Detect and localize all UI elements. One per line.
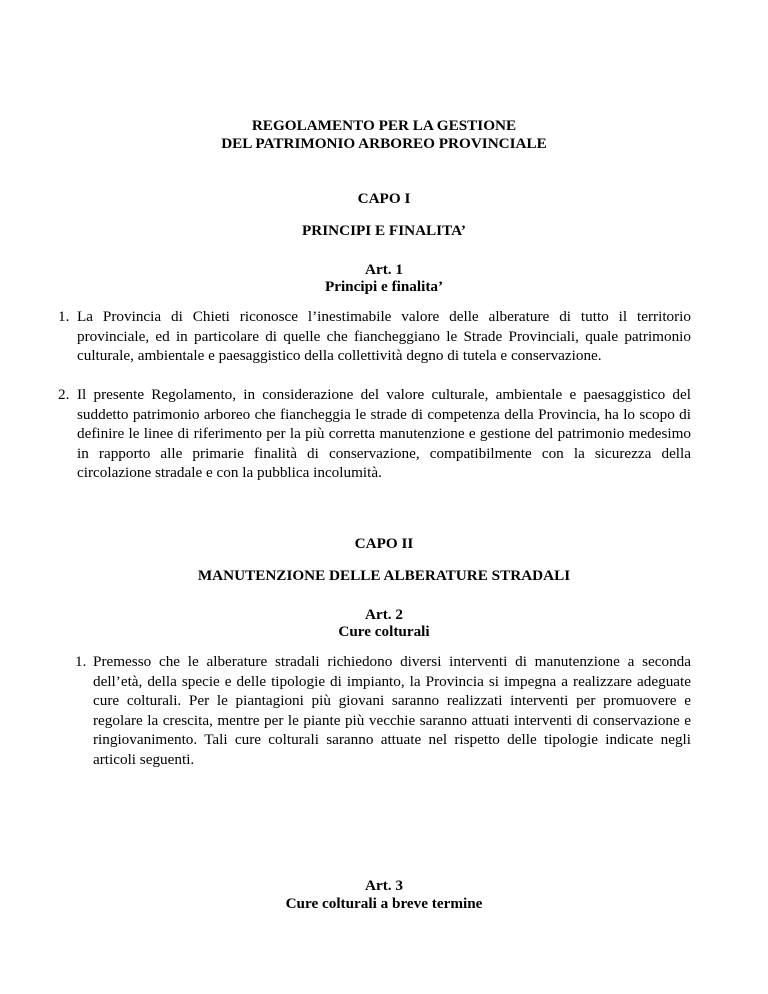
paragraph-number: 1.	[58, 308, 70, 325]
article-2-heading: Art. 2	[365, 606, 403, 623]
capo-2-heading: CAPO II	[354, 535, 414, 552]
article-2-paragraph-1	[75, 652, 691, 770]
article-3-heading: Art. 3	[365, 877, 403, 894]
article-2-title: Cure colturali	[338, 623, 430, 640]
article-1-paragraph-2	[58, 385, 691, 483]
paragraph-text: Premesso che le alberature stradali richiedono diversi interventi di manutenzione a seconda dell’età, della specie e delle tipologie di impianto, la Provincia si impegna a realizzare adeguate cure colturali. Per le piantagioni più giovani saranno realizzati interventi per promuovere e regolare la crescita, mentre per le piante più vecchie saranno attuati interventi di conservazione e ringiovanimento. Tali cure colturali saranno attuate nel rispetto delle tipologie indicate negli articoli seguenti.	[93, 653, 691, 768]
paragraph-number: 1.	[75, 653, 87, 670]
article-3-title: Cure colturali a breve termine	[285, 895, 483, 912]
paragraph-text: La Provincia di Chieti riconosce l’inestimabile valore delle alberature di tutto il territorio provinciale, ed in particolare di quelle che fiancheggiano le Strade Provinciali, quale patrimonio culturale, ambientale e paesaggistico della collettività degno di tutela e conservazione.	[77, 308, 691, 365]
document-title-line-1: REGOLAMENTO PER LA GESTIONE	[251, 117, 517, 134]
article-1-title: Principi e finalita’	[324, 278, 444, 295]
article-1-paragraph-1	[58, 307, 691, 366]
document-title-line-2: DEL PATRIMONIO ARBOREO PROVINCIALE	[221, 135, 547, 152]
capo-1-heading: CAPO I	[357, 190, 411, 207]
paragraph-text: Il presente Regolamento, in considerazione del valore culturale, ambientale e paesaggistico del suddetto patrimonio arboreo che fiancheggia le strade di competenza della Provincia, ha lo scopo di definire le linee di riferimento per la più corretta manutenzione e gestione del patrimonio medesimo in rapporto alle primarie finalità di conservazione, compatibilmente con la sicurezza della circolazione stradale e con la pubblica incolumità.	[77, 386, 691, 482]
paragraph-number: 2.	[58, 386, 70, 403]
capo-1-subheading: PRINCIPI E FINALITA’	[302, 222, 466, 239]
article-1-heading: Art. 1	[365, 261, 403, 278]
capo-2-subheading: MANUTENZIONE DELLE ALBERATURE STRADALI	[197, 567, 571, 584]
